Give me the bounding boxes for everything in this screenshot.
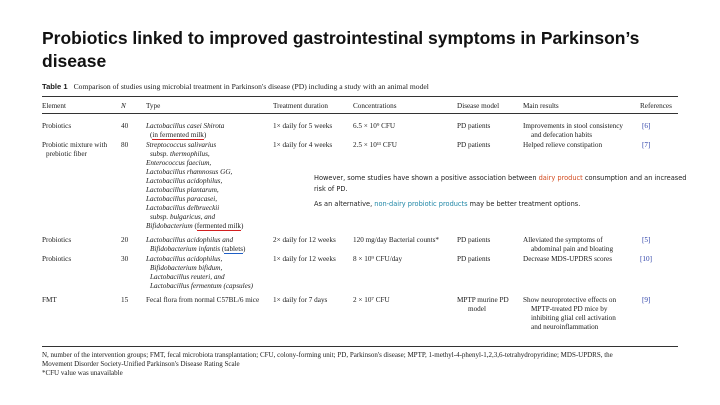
row4-duration: 1× daily for 12 weeks	[273, 255, 336, 263]
header-references: References	[640, 102, 672, 110]
row2-duration: 1× daily for 4 weeks	[273, 141, 333, 149]
row1-n: 40	[121, 122, 129, 130]
row2-type-line: Streptococcus salivarius	[146, 141, 217, 149]
row1-duration: 1× daily for 5 weeks	[273, 122, 333, 130]
table-caption-text: Comparison of studies using microbial treatment in Parkinson's disease (PD) including a study with an animal model	[73, 82, 429, 91]
row3-n: 20	[121, 236, 129, 244]
footnote-line: N, number of the intervention groups; FMT, fecal microbiota transplantation; CFU, colony-forming unit; PD, Parkinson's disease; MPTP, 1-methyl-4-phenyl-1,2,3,6-tetrahydropyridine; MDS-UPDRS, the	[42, 351, 613, 359]
row2-element: prebiotic fiber	[46, 150, 87, 158]
row1-type-line: (in fermented milk)	[150, 131, 207, 139]
row2-element: Probiotic mixture with	[42, 141, 108, 149]
row3-duration: 2× daily for 12 weeks	[273, 236, 336, 244]
header-model: Disease model	[457, 102, 500, 110]
row2-type-line: subsp. thermophilus,	[150, 150, 210, 158]
row5-result: and neuroinflammation	[531, 323, 599, 331]
row5-duration: 1× daily for 7 days	[273, 296, 328, 304]
row2-n: 80	[121, 141, 129, 149]
table-footnote	[42, 351, 678, 379]
row3-result: Alleviated the symptoms of	[523, 236, 603, 244]
row4-model: PD patients	[457, 255, 491, 263]
footnote-line: Movement Disorder Society-Unified Parkinson's Disease Rating Scale	[42, 360, 240, 369]
row1-type-line: Lactobacillus casei Shirota	[146, 122, 225, 130]
fermented-milk-underline: in fermented milk	[152, 131, 204, 139]
row2-ref[interactable]: [7]	[642, 141, 651, 149]
commentary-text: However, some studies have shown a positive association between	[314, 174, 539, 182]
slide-title: Probiotics linked to improved gastrointestinal symptoms in Parkinson’s disease	[42, 28, 640, 71]
row3-result: abdominal pain and bloating	[531, 245, 614, 253]
row4-type-line: Lactobacillus acidophilus,	[146, 255, 223, 263]
header-duration: Treatment duration	[273, 102, 329, 110]
row1-result: and defecation habits	[531, 131, 593, 139]
header-n: N	[121, 102, 126, 110]
row4-n: 30	[121, 255, 129, 263]
row5-n: 15	[121, 296, 129, 304]
table-top-rule	[42, 96, 678, 97]
commentary-text: As an alternative,	[314, 200, 375, 208]
row1-result: Improvements in stool consistency	[523, 122, 624, 130]
row4-type-line: Bifidobacterium bifidum,	[150, 264, 223, 272]
row3-model: PD patients	[457, 236, 491, 244]
header-element: Element	[42, 102, 66, 110]
table-label: Table 1	[42, 82, 68, 91]
non-dairy-highlight: non-dairy probiotic products	[374, 200, 468, 208]
row2-type-line: Lactobacillus acidophilus,	[146, 177, 223, 185]
commentary-textbox	[310, 170, 694, 216]
table-header-rule	[42, 113, 678, 114]
row3-type-line: Bifidobacterium infantis (tablets)	[150, 245, 246, 253]
row2-type-line: Lactobacillus rhamnosus GG,	[146, 168, 233, 176]
row5-result: Show neuroprotective effects on	[523, 296, 617, 304]
row3-ref[interactable]: [5]	[642, 236, 651, 244]
table-bottom-rule	[42, 346, 678, 347]
table-caption	[42, 82, 678, 92]
row2-result: Helped relieve constipation	[523, 141, 603, 149]
row4-concentration: 8 × 10⁹ CFU/day	[353, 255, 403, 263]
row2-type-line: Lactobacillus delbrueckii	[146, 204, 220, 212]
row2-model: PD patients	[457, 141, 491, 149]
commentary-paragraph-1	[314, 173, 690, 194]
row5-result: MPTP-treated PD mice by	[531, 305, 608, 313]
row3-element: Probiotics	[42, 236, 72, 244]
row2-concentration: 2.5 × 10¹¹ CFU	[353, 141, 397, 149]
row5-result: inhibiting glial cell activation	[531, 314, 616, 322]
header-type: Type	[146, 102, 161, 110]
row5-ref[interactable]: [9]	[642, 296, 651, 304]
row4-element: Probiotics	[42, 255, 72, 263]
fermented-milk-underline: fermented milk	[196, 222, 242, 230]
row2-type-line: Lactobacillus paracasei,	[146, 195, 218, 203]
footnote-line: *CFU value was unavailable	[42, 369, 123, 378]
row5-model: MPTP murine PD	[457, 296, 509, 304]
row5-concentration: 2 × 10⁷ CFU	[353, 296, 390, 304]
row4-ref[interactable]: [10]	[640, 255, 652, 263]
header-concentration: Concentrations	[353, 102, 397, 110]
row5-model: model	[468, 305, 486, 313]
row3-concentration: 120 mg/day Bacterial counts*	[353, 236, 440, 244]
row1-element: Probiotics	[42, 122, 72, 130]
tablets-underline: tablets	[224, 245, 244, 253]
row2-type-line: subsp. bulgaricus, and	[150, 213, 216, 221]
header-results: Main results	[523, 102, 559, 110]
row5-element: FMT	[42, 296, 57, 304]
commentary-text: consumption and an increased risk of PD.	[314, 174, 687, 193]
row4-type-line: Lactobacillus reuteri, and	[150, 273, 225, 281]
dairy-product-highlight: dairy product	[538, 174, 583, 182]
row4-result: Decrease MDS-UPDRS scores	[523, 255, 613, 263]
commentary-text: may be better treatment options.	[467, 200, 581, 208]
row1-model: PD patients	[457, 122, 491, 130]
row2-type-line: Lactobacillus plantarum,	[146, 186, 219, 194]
commentary-paragraph-2	[314, 199, 690, 210]
row5-type-line: Fecal flora from normal C57BL/6 mice	[146, 296, 260, 304]
row4-type-line: Lactobacillus fermentum (capsules)	[150, 282, 254, 290]
row3-type-line: Lactobacillus acidophilus and	[146, 236, 234, 244]
row1-ref[interactable]: [6]	[642, 122, 651, 130]
row1-concentration: 6.5 × 10⁹ CFU	[353, 122, 396, 130]
row2-type-line: Enterococcus faecium,	[146, 159, 212, 167]
row2-type-line: Bifidobacterium (fermented milk)	[146, 222, 244, 230]
